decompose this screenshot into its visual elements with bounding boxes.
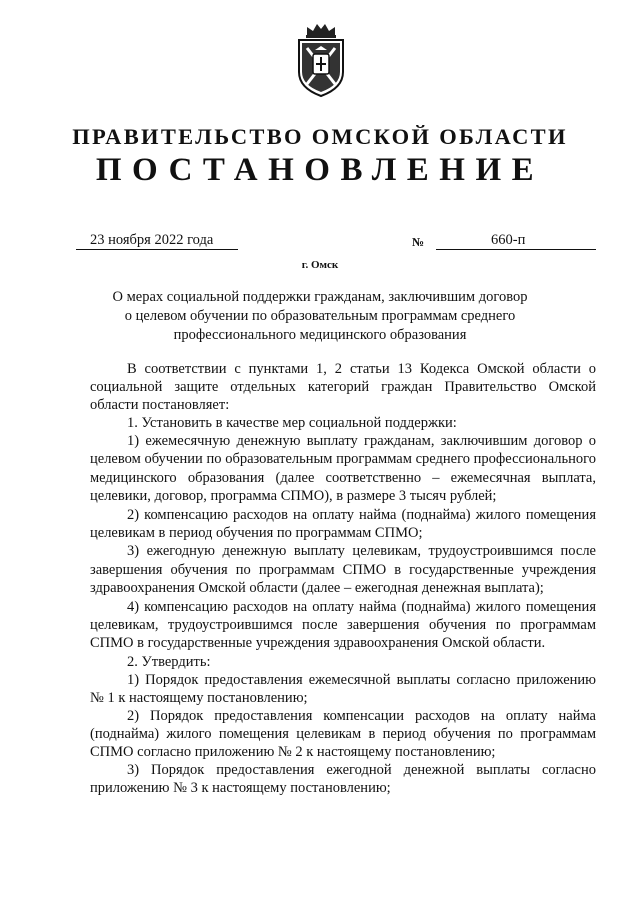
document-body (90, 360, 596, 797)
clause-1-item-4: 4) компенсацию расходов на оплату найма (поднайма) жилого помещения целевикам, трудоустроившимся после завершения обучения по программам СПМО в государственные учреждения здравоохранения Омской области. (90, 598, 596, 652)
clause-1-item-3: 3) ежегодную денежную выплату целевикам, трудоустроившимся после завершения обучения по программам СПМО в государственные учреждения здравоохранения Омской области (далее – ежегодная денежная выплата); (90, 543, 596, 597)
city: г. Омск (301, 259, 339, 271)
clause-1-heading: 1. Установить в качестве мер социальной поддержки: (127, 415, 457, 431)
subject-line: профессионального медицинского образования (173, 327, 467, 343)
clause-1-item-1: 1) ежемесячную денежную выплату гражданам, заключившим договор о целевом обучении по образовательным программам среднего профессионального медицинского образования (далее соответственно – ежемесячная выплата, целевики, договор, программа СПМО), в размере 3 тысяч рублей; (90, 433, 596, 505)
subject-line: о целевом обучении по образовательным программам среднего (124, 308, 516, 324)
clause-2-item-3: 3) Порядок предоставления ежегодной денежной выплаты согласно приложению № 3 к настоящему постановлению; (90, 761, 596, 796)
clause-2-heading: 2. Утвердить: (127, 653, 211, 670)
number-sign: № (412, 235, 425, 249)
government-name: ПРАВИТЕЛЬСТВО ОМСКОЙ ОБЛАСТИ (72, 124, 568, 149)
coat-of-arms-icon (293, 22, 349, 98)
document-type: ПОСТАНОВЛЕНИЕ (95, 152, 545, 188)
subject-line: О мерах социальной поддержки гражданам, заключившим договор (112, 289, 528, 305)
document-subject (60, 288, 580, 345)
clause-2-item-2: 2) Порядок предоставления компенсации расходов на оплату найма (поднайма) жилого помещения целевикам в период обучения по программам СПМО согласно приложению № 2 к настоящему постановлению; (90, 707, 596, 760)
clause-2-item-1: 1) Порядок предоставления ежемесячной выплаты согласно приложению № 1 к настоящему постановлению; (90, 671, 596, 706)
clause-1-item-2: 2) компенсацию расходов на оплату найма (поднайма) жилого помещения целевикам в период обучения по программам СПМО; (90, 506, 596, 542)
document-number: 660-п (491, 232, 526, 248)
preamble-paragraph: В соответствии с пунктами 1, 2 статьи 13 Кодекса Омской области о социальной защите отдельных категорий граждан Правительство Омской области постановляет: (90, 361, 596, 413)
document-date: 23 ноября 2022 года (90, 232, 214, 248)
